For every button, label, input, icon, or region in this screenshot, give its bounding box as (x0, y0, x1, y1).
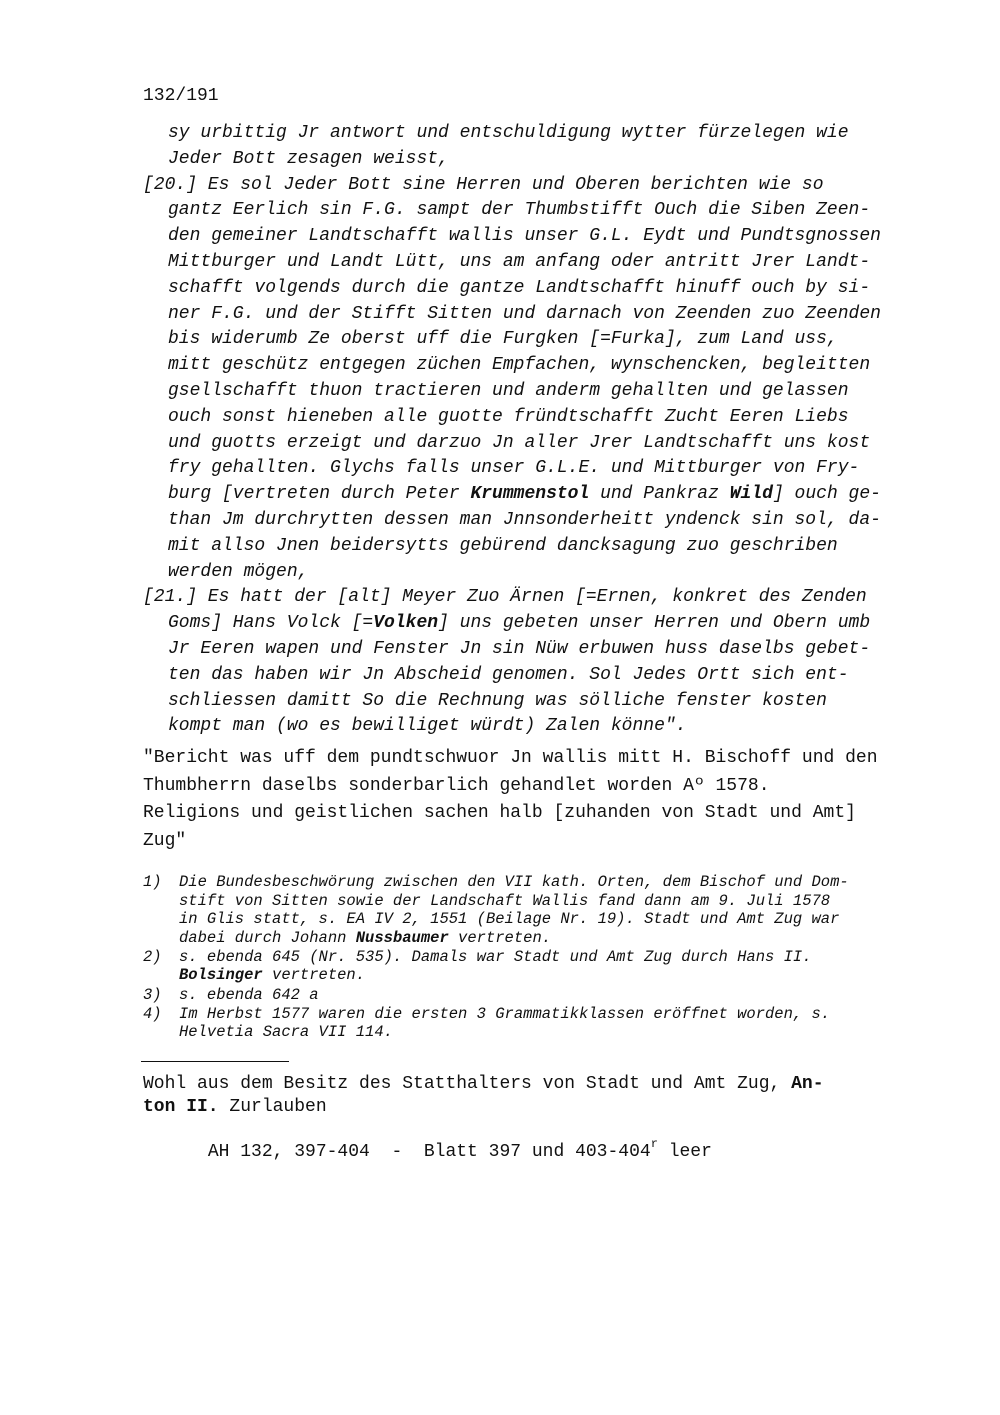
footnote-number (143, 929, 179, 948)
text-line (143, 302, 933, 328)
footnote-text (179, 892, 830, 911)
text-segment: Jeder Bott zesagen weisst, (168, 148, 449, 169)
text-line (143, 173, 933, 199)
footnote-text (179, 1005, 830, 1024)
footnote-number (143, 966, 179, 985)
archive-reference-end: leer (657, 1141, 712, 1162)
footnote-number: 1) (143, 873, 162, 891)
footnote-line (143, 892, 933, 911)
footnote-line (143, 1005, 933, 1024)
footnote-text (179, 910, 839, 929)
archive-reference: AH 132, 397-404 - Blatt 397 und 403-404 (207, 1141, 651, 1162)
footnotes (143, 873, 933, 1042)
footnote-number: 4) (143, 1004, 162, 1023)
text-segment: Mittburger und Landt Lütt, uns am anfang oder antritt Jrer Landt- (168, 251, 871, 272)
provenance-line-2 (143, 1096, 933, 1119)
page-number: 132/191 (143, 86, 219, 106)
text-segment: und Pankraz (589, 484, 730, 505)
text-segment: ouch sonst hieneben alle guotte fründtschafft Zucht Eeren Liebs (168, 406, 849, 427)
text-segment: Goms] Hans Volck [= (168, 613, 374, 634)
text-line (143, 405, 933, 431)
text-segment: in Glis statt, s. EA IV 2, 1551 (Beilage Nr. 19). Stadt und Amt Zug war (179, 910, 840, 929)
footnote-number: 3) (143, 985, 162, 1004)
text-segment: ] uns gebeten unser Herren und Obern umb (438, 613, 871, 634)
bold-name: Nussbaumer (355, 928, 449, 947)
text-segment: [20.] Es sol Jeder Bott sine Herren und Oberen berichten wie so (143, 174, 824, 195)
text-line (143, 121, 933, 147)
main-text-block (143, 121, 933, 740)
footnote-number: 2) (143, 947, 162, 966)
text-segment: werden mögen, (168, 561, 309, 582)
footnote-line (143, 966, 933, 985)
text-line (143, 560, 933, 586)
provenance-line-1 (143, 1073, 933, 1096)
text-line (143, 147, 933, 173)
text-line (143, 508, 933, 534)
text-line (143, 224, 933, 250)
footnote-line (143, 986, 933, 1005)
text-segment: bis widerumb Ze oberst uff die Furgken [=Furka], zum Land uss, (168, 329, 838, 350)
text-segment: mitt geschütz entgegen züchen Empfachen, wynschencken, begleitten (168, 355, 871, 376)
report-title-quote (143, 745, 933, 855)
footnote-line (143, 929, 933, 948)
text-line (143, 689, 933, 715)
text-line (143, 431, 933, 457)
footnote-number (143, 892, 179, 911)
text-segment: schliessen damitt So die Rechnung was sölliche fenster kosten (168, 690, 827, 711)
text-segment: ner F.G. und der Stifft Sitten und darnach von Zeenden zuo Zeenden (168, 303, 881, 324)
text-segment: Zurlauben (218, 1096, 327, 1117)
text-segment: s. ebenda 645 (Nr. 535). Damals war Stadt und Amt Zug durch Hans II. (179, 947, 812, 966)
text-line (143, 327, 933, 353)
text-segment: Im Herbst 1577 waren die ersten 3 Grammatikklassen eröffnet worden, s. (179, 1004, 831, 1023)
footnote-number (143, 910, 179, 929)
footnote-text (179, 986, 319, 1005)
quote-line: "Bericht was uff dem pundtschwuor Jn wallis mitt H. Bischoff und den (143, 748, 878, 768)
footnote-line (143, 873, 933, 892)
text-line (143, 637, 933, 663)
footnote-text (179, 966, 365, 985)
text-segment: ten das haben wir Jn Abscheid genomen. Sol Jedes Ortt sich ent- (168, 664, 849, 685)
text-line (143, 663, 933, 689)
text-segment: than Jm durchrytten dessen man Jnnsonderheitt yndenck sin sol, da- (168, 509, 881, 530)
text-segment: s. ebenda 642 a (179, 985, 319, 1004)
text-segment: fry gehallten. Glychs falls unser G.L.E. und Mittburger von Fry- (168, 458, 860, 479)
bold-name: ton II. (143, 1096, 219, 1117)
quote-line: Zug" (143, 830, 187, 851)
text-line (143, 250, 933, 276)
bold-name: Volken (373, 613, 439, 634)
bold-name: Krummenstol (470, 484, 590, 505)
footnote-text (179, 1023, 393, 1042)
text-segment: ] ouch ge- (772, 484, 881, 505)
footnote-line (143, 948, 933, 967)
bold-name: Wild (729, 484, 773, 505)
text-segment: gsellschafft thuon tractieren und anderm gehallten und gelassen (168, 380, 849, 401)
text-line (143, 353, 933, 379)
text-line (143, 379, 933, 405)
text-line (143, 611, 933, 637)
bold-name: Bolsinger (179, 966, 263, 985)
text-segment: sy urbittig Jr antwort und entschuldigung wytter fürzelegen wie (168, 123, 849, 143)
text-segment: schafft volgends durch die gantze Landtschafft hinuff ouch by si- (168, 277, 871, 298)
separator-line (141, 1061, 289, 1062)
footnote-gap (143, 1042, 933, 1043)
text-segment: vertreten. (262, 966, 366, 985)
provenance-note (143, 1073, 933, 1162)
footnote-text (179, 929, 551, 948)
text-segment: Die Bundesbeschwörung zwischen den VII kath. Orten, dem Bischof und Dom- (179, 873, 849, 891)
footnote-line (143, 910, 933, 929)
text-segment: und guotts erzeigt und darzuo Jn aller Jrer Landtschafft uns kost (168, 432, 871, 453)
footnote-text (179, 873, 849, 892)
text-segment: gantz Eerlich sin F.G. sampt der Thumbstifft Ouch die Siben Zeen- (168, 200, 871, 221)
text-line (143, 534, 933, 560)
footnote-line (143, 1023, 933, 1042)
text-segment: [21.] Es hatt der [alt] Meyer Zuo Ärnen [=Ernen, konkret des Zenden (143, 587, 867, 608)
quote-line: Thumbherrn daselbs sonderbarlich gehandlet worden Aº 1578. (143, 775, 770, 796)
text-segment: Jr Eeren wapen und Fenster Jn sin Nüw erbuwen huss daselbs gebet- (168, 638, 871, 659)
footnote-number (143, 1023, 179, 1042)
text-line (143, 714, 933, 740)
text-segment: kompt man (wo es bewilliget würdt) Zalen könne". (168, 716, 687, 737)
text-segment: den gemeiner Landtschafft wallis unser G.L. Eydt und Pundtsgnossen (168, 226, 881, 247)
provenance-line-3 (143, 1118, 933, 1162)
text-line (143, 585, 933, 611)
text-segment: burg [vertreten durch Peter (168, 484, 471, 505)
quote-line: Religions und geistlichen sachen halb [zuhanden von Stadt und Amt] (143, 803, 856, 823)
text-segment: Helvetia Sacra VII 114. (179, 1023, 393, 1042)
text-line (143, 482, 933, 508)
bold-name: An- (791, 1074, 824, 1094)
text-segment: mit allso Jnen beidersytts gebürend dancksagung zuo geschriben (168, 535, 838, 556)
footnote-text (179, 948, 812, 967)
text-segment: stift von Sitten sowie der Landschaft Wallis fand dann am 9. Juli 1578 (179, 891, 831, 910)
text-segment: vertreten. (448, 928, 552, 947)
text-segment: Wohl aus dem Besitz des Statthalters von Stadt und Amt Zug, (143, 1074, 792, 1094)
text-line (143, 198, 933, 224)
recto-superscript: r (650, 1136, 658, 1151)
text-line (143, 456, 933, 482)
text-line (143, 276, 933, 302)
text-segment: dabei durch Johann (179, 928, 356, 947)
